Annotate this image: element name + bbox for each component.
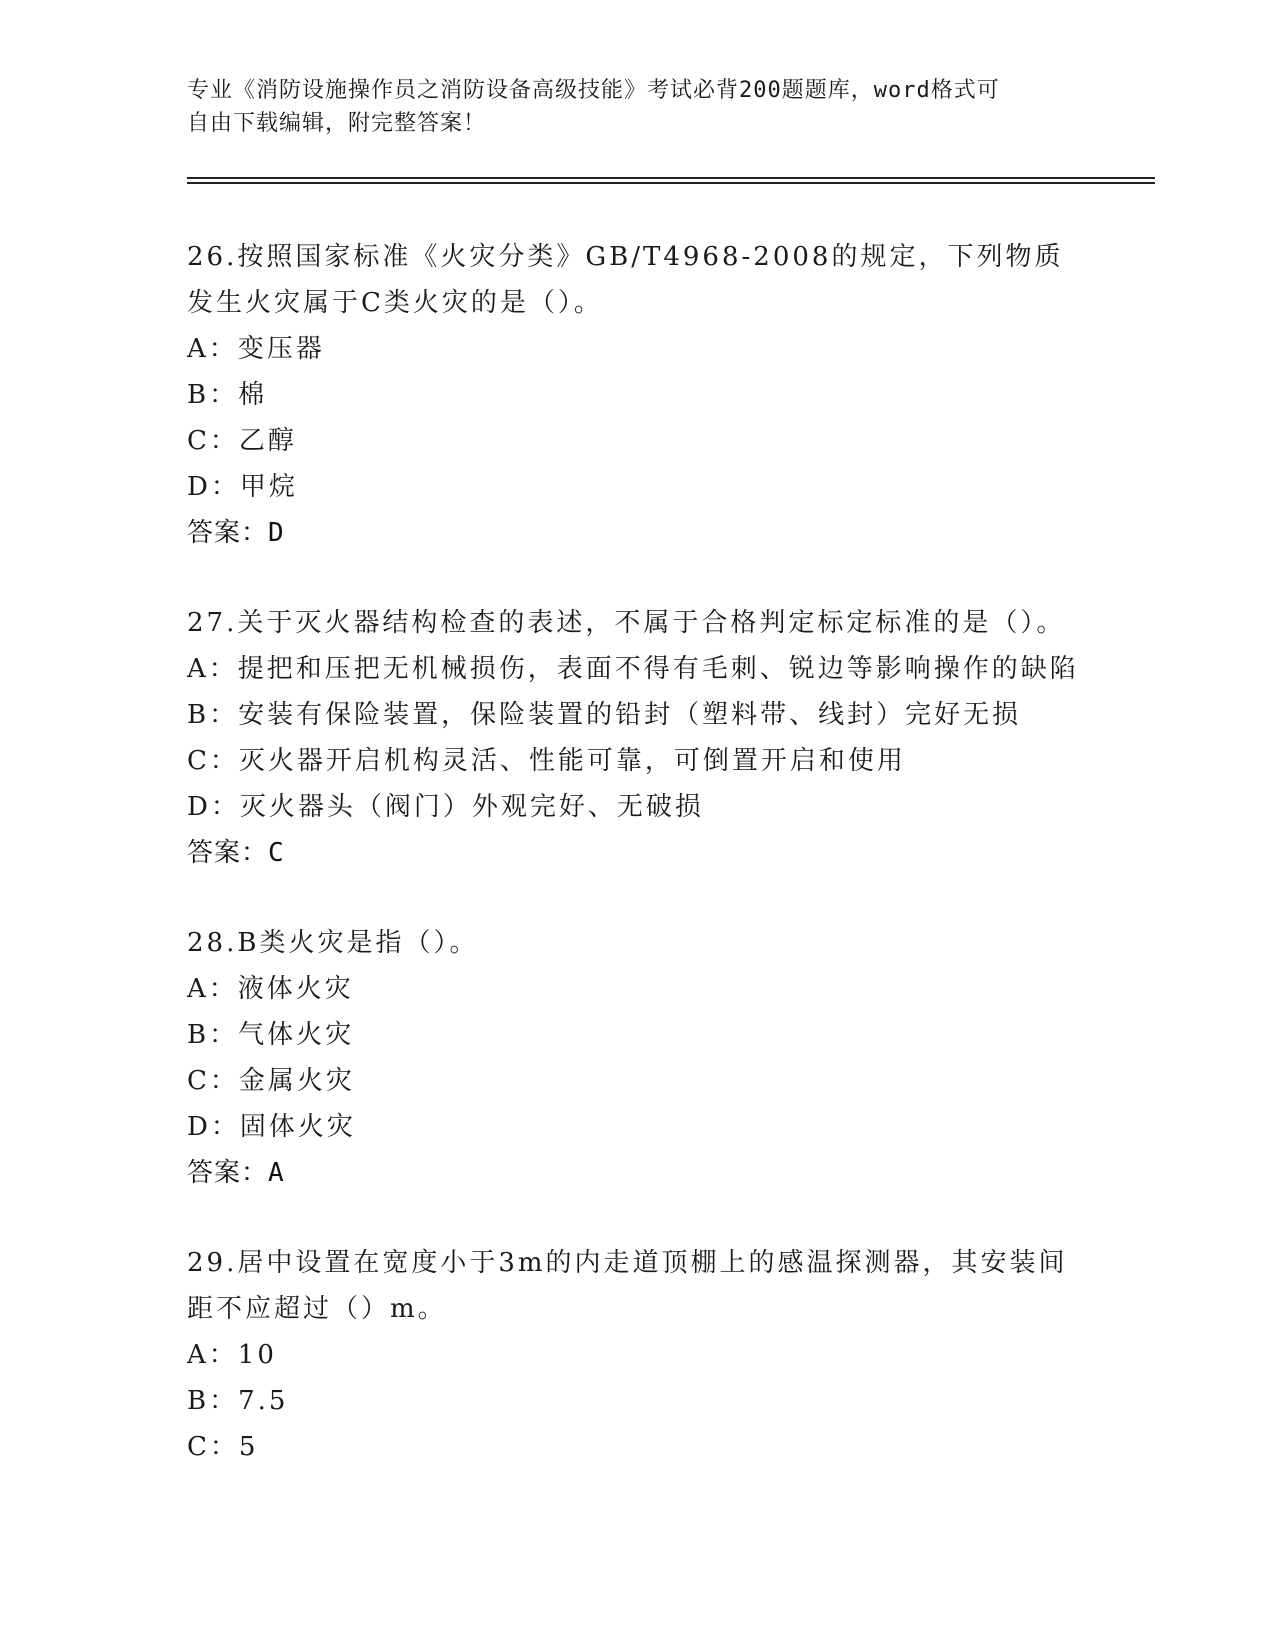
option-b: B：安装有保险装置，保险装置的铅封（塑料带、线封）完好无损 — [187, 700, 1022, 730]
question-29 — [187, 1240, 1087, 1470]
header-line-1: 专业《消防设施操作员之消防设备高级技能》考试必背200题题库，word格式可 — [187, 78, 1000, 103]
question-26 — [187, 234, 1087, 556]
option-a: A：提把和压把无机械损伤，表面不得有毛刺、锐边等影响操作的缺陷 — [187, 654, 1079, 684]
option-c: C：金属火灾 — [187, 1066, 355, 1096]
option-a: A：变压器 — [187, 334, 325, 364]
option-b: B：棉 — [187, 380, 268, 410]
option-c: C：灭火器开启机构灵活、性能可靠，可倒置开启和使用 — [187, 746, 906, 776]
option-b: B：7.5 — [187, 1386, 289, 1416]
option-d: D：甲烷 — [187, 472, 298, 502]
option-c: C：乙醇 — [187, 426, 297, 456]
option-a: A：液体火灾 — [187, 974, 354, 1004]
option-c: C：5 — [187, 1432, 259, 1462]
question-stem: 27.关于灭火器结构检查的表述，不属于合格判定标定标准的是（）。 — [187, 608, 1066, 638]
header-line-2: 自由下载编辑，附完整答案！ — [187, 111, 487, 136]
option-b: B：气体火灾 — [187, 1020, 355, 1050]
question-stem: 28.B类火灾是指（）。 — [187, 928, 479, 958]
answer: 答案：A — [187, 1158, 285, 1188]
option-a: A：10 — [187, 1340, 277, 1370]
header-divider-top — [187, 177, 1155, 179]
question-28 — [187, 920, 1087, 1196]
option-d: D：灭火器头（阀门）外观完好、无破损 — [187, 792, 704, 822]
document-header — [187, 74, 1087, 140]
header-divider-bottom — [187, 182, 1155, 184]
answer: 答案：C — [187, 838, 285, 868]
question-27 — [187, 600, 1087, 876]
question-stem: 26.按照国家标准《火灾分类》GB/T4968-2008的规定，下列物质发生火灾属于C类火灾的是（）。 — [187, 242, 1064, 318]
question-stem: 29.居中设置在宽度小于3m的内走道顶棚上的感温探测器，其安装间距不应超过（）m。 — [187, 1248, 1068, 1324]
option-d: D：固体火灾 — [187, 1112, 356, 1142]
answer: 答案：D — [187, 518, 285, 548]
